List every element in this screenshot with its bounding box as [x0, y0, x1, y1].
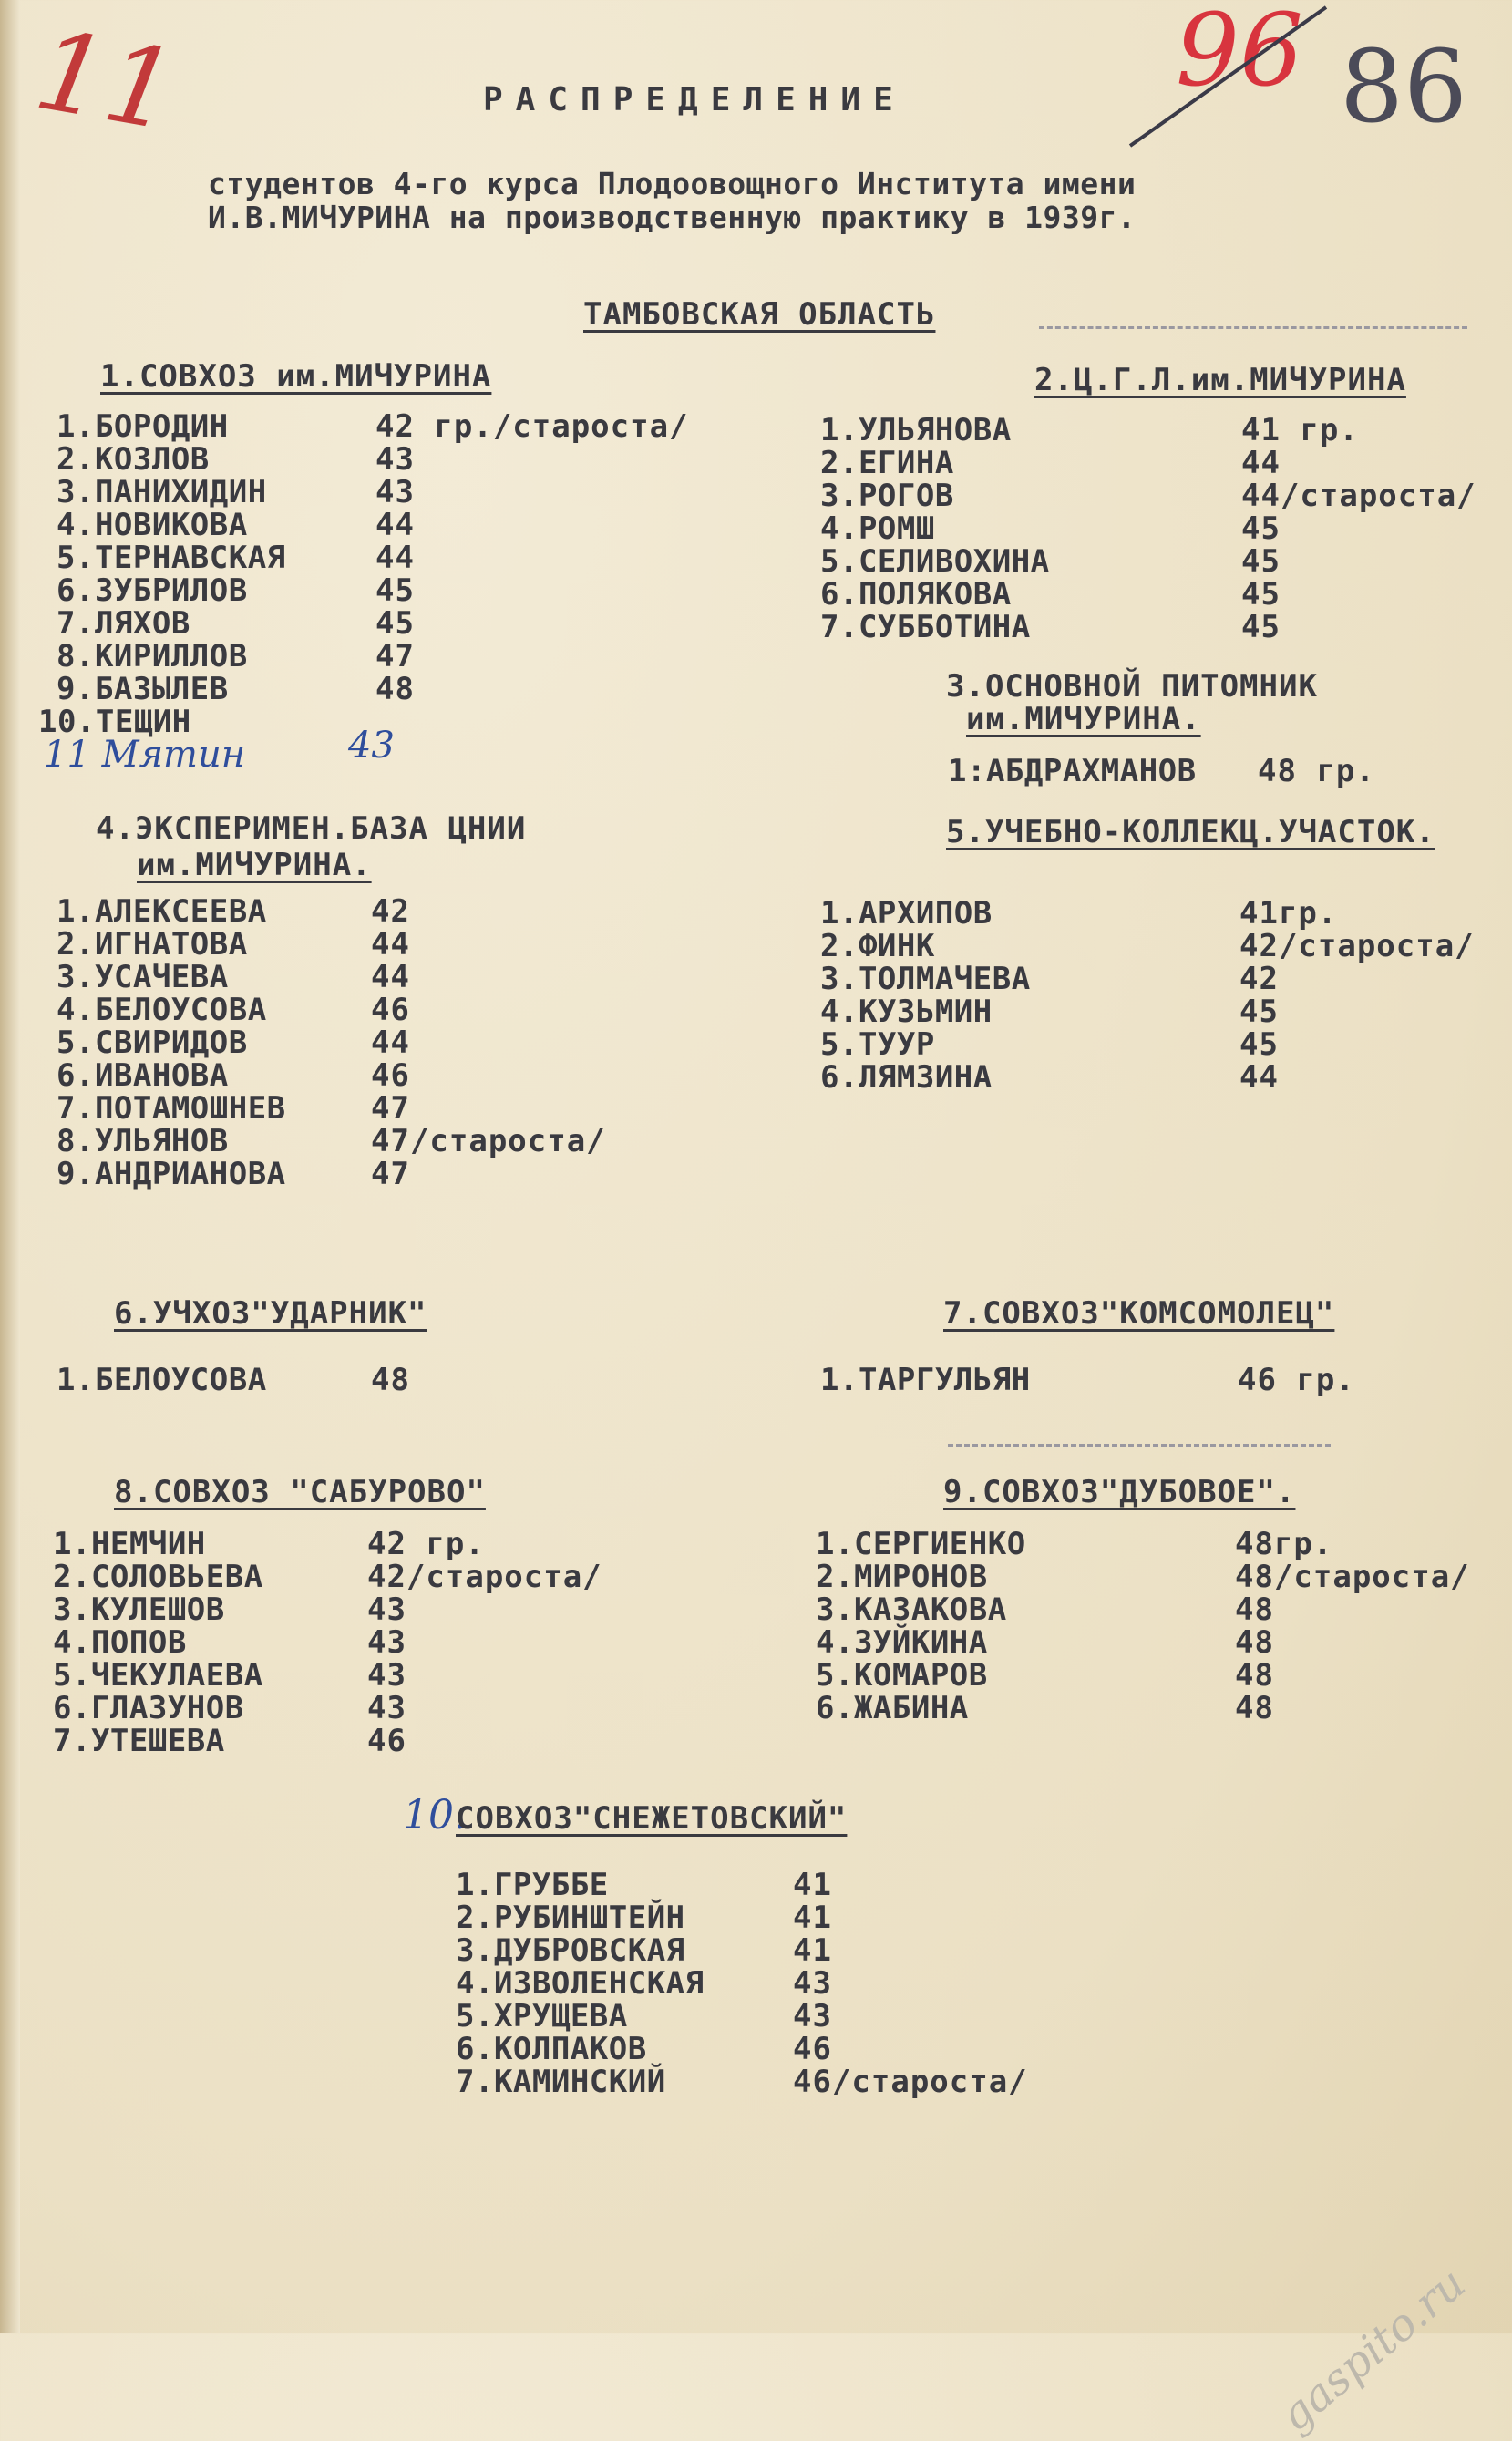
- section-1-list: [38, 408, 786, 740]
- list-item: [38, 704, 786, 740]
- student-name: 1.АРХИПОВ: [820, 895, 993, 932]
- student-name: 9.АНДРИАНОВА: [57, 1156, 286, 1192]
- group-number: 42 гр./староста/: [375, 408, 689, 445]
- group-number: 43: [793, 1998, 832, 2034]
- student-name: 4.ИЗВОЛЕНСКАЯ: [456, 1965, 705, 2002]
- group-number: 48: [1235, 1591, 1274, 1628]
- list-item: [57, 1362, 786, 1398]
- list-item: [816, 1657, 1499, 1694]
- section-2-heading: 2.Ц.Г.Л.им.МИЧУРИНА: [1034, 362, 1406, 398]
- group-number: 48: [1235, 1657, 1274, 1694]
- group-number: 42/староста/: [367, 1559, 602, 1595]
- student-name: 6.КОЛПАКОВ: [456, 2031, 647, 2067]
- group-number: 48гр.: [1235, 1526, 1333, 1562]
- list-item: [456, 1867, 1094, 1903]
- group-number: 42: [371, 893, 410, 930]
- list-item: [820, 478, 1495, 514]
- group-number: 46: [371, 992, 410, 1028]
- student-name: 1.НЕМЧИН: [53, 1526, 206, 1562]
- group-number: 46: [367, 1723, 406, 1759]
- student-name: 6.ЗУБРИЛОВ: [57, 572, 248, 609]
- group-number: 43: [367, 1690, 406, 1726]
- student-name: 1:АБДРАХМАНОВ: [948, 753, 1197, 789]
- section-3-heading-line-2: им.МИЧУРИНА.: [966, 701, 1201, 737]
- list-item: [456, 2064, 1094, 2100]
- student-name: 3.ПАНИХИДИН: [57, 474, 267, 510]
- section-3-list: [948, 753, 1495, 789]
- list-item: [57, 1025, 786, 1061]
- list-item: [57, 1057, 786, 1094]
- group-number: 43: [375, 441, 415, 478]
- student-name: 5.ТУУР: [820, 1026, 935, 1063]
- group-number: 44: [1239, 1059, 1279, 1096]
- list-item: [57, 507, 786, 543]
- student-name: 2.МИРОНОВ: [816, 1559, 988, 1595]
- group-number: 44: [371, 959, 410, 995]
- list-item: [57, 408, 786, 445]
- group-number: 45: [1241, 543, 1281, 580]
- subtitle-line-1: студентов 4-го курса Плодоовощного Института имени: [208, 166, 1137, 201]
- list-item: [57, 926, 786, 963]
- student-name: 2.ЕГИНА: [820, 445, 954, 481]
- list-item: [57, 671, 786, 707]
- student-name: 1.БЕЛОУСОВА: [57, 1362, 267, 1398]
- student-name: 4.НОВИКОВА: [57, 507, 248, 543]
- list-item: [57, 572, 786, 609]
- group-number: 41: [793, 1932, 832, 1969]
- group-number: 48 гр.: [1258, 753, 1375, 789]
- list-item: [57, 1123, 786, 1159]
- section-9-list: [816, 1526, 1499, 1726]
- student-name: 9.БАЗЫЛЕВ: [57, 671, 229, 707]
- student-name: 2.ИГНАТОВА: [57, 926, 248, 963]
- section-4-heading-line-1: 4.ЭКСПЕРИМЕН.БАЗА ЦНИИ: [96, 810, 527, 847]
- document-title: РАСПРЕДЕЛЕНИЕ: [483, 81, 906, 118]
- section-7-heading: 7.СОВХОЗ"КОМСОМОЛЕЦ": [943, 1295, 1335, 1332]
- student-name: 6.ЖАБИНА: [816, 1690, 969, 1726]
- section-2-list: [820, 412, 1495, 645]
- list-item: [53, 1723, 782, 1759]
- list-item: [456, 1965, 1094, 2002]
- list-item: [816, 1526, 1499, 1562]
- section-6-heading: 6.УЧХОЗ"УДАРНИК": [114, 1295, 427, 1332]
- list-item: [816, 1624, 1499, 1661]
- list-item: [456, 2031, 1094, 2067]
- group-number: 41гр.: [1239, 895, 1338, 932]
- student-name: 1.УЛЬЯНОВА: [820, 412, 1012, 448]
- list-item: [820, 1362, 1495, 1398]
- student-name: 7.КАМИНСКИЙ: [456, 2064, 666, 2100]
- list-item: [820, 412, 1495, 448]
- group-number: 45: [375, 572, 415, 609]
- group-number: 45: [1241, 510, 1281, 547]
- section-1-heading: 1.СОВХОЗ им.МИЧУРИНА: [100, 358, 492, 395]
- student-name: 5.СЕЛИВОХИНА: [820, 543, 1050, 580]
- student-name: 8.УЛЬЯНОВ: [57, 1123, 229, 1159]
- subtitle-line-2: И.В.МИЧУРИНА на производственную практику в 1939г.: [208, 200, 1137, 235]
- student-name: 3.ТОЛМАЧЕВА: [820, 961, 1031, 997]
- page-edge: [0, 0, 20, 2333]
- list-item: [456, 1932, 1094, 1969]
- list-item: [53, 1657, 782, 1694]
- handwritten-name: 11 Мятин: [44, 734, 246, 776]
- section-4-heading-line-2: им.МИЧУРИНА.: [137, 847, 372, 883]
- list-item: [53, 1526, 782, 1562]
- list-item: [53, 1624, 782, 1661]
- group-number: 41: [793, 1867, 832, 1903]
- student-name: 2.СОЛОВЬЕВА: [53, 1559, 263, 1595]
- list-item: [57, 441, 786, 478]
- student-name: 6.ЛЯМЗИНА: [820, 1059, 993, 1096]
- group-number: 42/староста/: [1239, 928, 1475, 964]
- student-name: 4.ЗУЙКИНА: [816, 1624, 988, 1661]
- list-item: [820, 994, 1495, 1030]
- group-number: 43: [793, 1965, 832, 2002]
- group-number: 41 гр.: [1241, 412, 1359, 448]
- group-number: 42 гр.: [367, 1526, 485, 1562]
- student-name: 5.СВИРИДОВ: [57, 1025, 248, 1061]
- student-name: 1.СЕРГИЕНКО: [816, 1526, 1026, 1562]
- list-item: [820, 576, 1495, 613]
- group-number: 43: [367, 1591, 406, 1628]
- student-name: 5.КОМАРОВ: [816, 1657, 988, 1694]
- group-number: 44: [375, 540, 415, 576]
- student-name: 2.КОЗЛОВ: [57, 441, 210, 478]
- student-name: 5.ХРУЩЕВА: [456, 1998, 628, 2034]
- list-item: [57, 540, 786, 576]
- student-name: 4.КУЗЬМИН: [820, 994, 993, 1030]
- section-10-heading: СОВХОЗ"СНЕЖЕТОВСКИЙ": [456, 1800, 848, 1837]
- group-number: 43: [367, 1624, 406, 1661]
- section-9-heading: 9.СОВХОЗ"ДУБОВОЕ".: [943, 1474, 1296, 1510]
- group-number: 46/староста/: [793, 2064, 1028, 2100]
- list-item: [57, 474, 786, 510]
- student-name: 7.СУББОТИНА: [820, 609, 1031, 645]
- list-item: [57, 959, 786, 995]
- group-number: 43: [375, 474, 415, 510]
- section-6-list: [57, 1362, 786, 1398]
- group-number: 43: [367, 1657, 406, 1694]
- list-item: [816, 1591, 1499, 1628]
- group-number: 47: [371, 1156, 410, 1192]
- group-number: 48: [1235, 1624, 1274, 1661]
- section-5-heading: 5.УЧЕБНО-КОЛЛЕКЦ.УЧАСТОК.: [946, 814, 1435, 850]
- section-8-heading: 8.СОВХОЗ "САБУРОВО": [114, 1474, 486, 1510]
- region-heading: ТАМБОВСКАЯ ОБЛАСТЬ: [583, 296, 936, 333]
- list-item: [816, 1559, 1499, 1595]
- group-number: 44/староста/: [1241, 478, 1476, 514]
- student-name: 1.АЛЕКСЕЕВА: [57, 893, 267, 930]
- section-7-list: [820, 1362, 1495, 1398]
- list-item: [57, 605, 786, 642]
- group-number: 44: [375, 507, 415, 543]
- student-name: 6.ГЛАЗУНОВ: [53, 1690, 244, 1726]
- group-number: 48: [375, 671, 415, 707]
- student-name: 7.УТЕШЕВА: [53, 1723, 225, 1759]
- student-name: 7.ЛЯХОВ: [57, 605, 190, 642]
- list-item: [816, 1690, 1499, 1726]
- crossed-number-text: 96: [1176, 0, 1303, 108]
- divider: [948, 1444, 1331, 1447]
- student-name: 6.ИВАНОВА: [57, 1057, 229, 1094]
- list-item: [57, 1090, 786, 1127]
- list-item: [53, 1559, 782, 1595]
- section-3-heading-line-1: 3.ОСНОВНОЙ ПИТОМНИК: [946, 668, 1318, 705]
- student-name: 3.КУЛЕШОВ: [53, 1591, 225, 1628]
- student-name: 6.ПОЛЯКОВА: [820, 576, 1012, 613]
- list-item: [820, 1026, 1495, 1063]
- list-item: [53, 1690, 782, 1726]
- list-item: [820, 445, 1495, 481]
- student-name: 3.РОГОВ: [820, 478, 954, 514]
- list-item: [820, 961, 1495, 997]
- student-name: 2.ФИНК: [820, 928, 935, 964]
- student-name: 10.ТЕЩИН: [38, 704, 191, 740]
- handwritten-section-number: 10.: [403, 1792, 467, 1838]
- list-item: [456, 1900, 1094, 1936]
- group-number: 45: [375, 605, 415, 642]
- group-number: 44: [1241, 445, 1281, 481]
- group-number: 41: [793, 1900, 832, 1936]
- student-name: 4.ПОПОВ: [53, 1624, 187, 1661]
- list-item: [57, 638, 786, 675]
- group-number: 46: [793, 2031, 832, 2067]
- student-name: 1.ГРУББЕ: [456, 1867, 609, 1903]
- student-name: 5.ТЕРНАВСКАЯ: [57, 540, 286, 576]
- strike-line-icon: [1121, 0, 1340, 155]
- group-number: 48: [371, 1362, 410, 1398]
- group-number: 45: [1239, 994, 1279, 1030]
- group-number: 46: [371, 1057, 410, 1094]
- student-name: 3.ДУБРОВСКАЯ: [456, 1932, 685, 1969]
- group-number: 46 гр.: [1238, 1362, 1355, 1398]
- group-number: 48: [1235, 1690, 1274, 1726]
- student-name: 4.БЕЛОУСОВА: [57, 992, 267, 1028]
- section-8-list: [53, 1526, 782, 1759]
- group-number: 45: [1241, 609, 1281, 645]
- list-item: [820, 609, 1495, 645]
- list-item: [820, 510, 1495, 547]
- list-item: [57, 992, 786, 1028]
- list-item: [57, 893, 786, 930]
- group-number: 47/староста/: [371, 1123, 606, 1159]
- list-item: [456, 1998, 1094, 2034]
- student-name: 8.КИРИЛЛОВ: [57, 638, 248, 675]
- list-item: [820, 895, 1495, 932]
- list-item: [820, 1059, 1495, 1096]
- group-number: 47: [375, 638, 415, 675]
- corner-mark: 11: [26, 6, 186, 157]
- student-name: 7.ПОТАМОШНЕВ: [57, 1090, 286, 1127]
- section-5-list: [820, 895, 1495, 1096]
- page-number: 86: [1340, 28, 1467, 145]
- group-number: 47: [371, 1090, 410, 1127]
- section-10-list: [456, 1867, 1094, 2100]
- list-item: [820, 543, 1495, 580]
- group-number: 44: [371, 1025, 410, 1061]
- student-name: 2.РУБИНШТЕЙН: [456, 1900, 685, 1936]
- watermark: gaspito.ru: [1270, 2258, 1476, 2441]
- list-item: [57, 1156, 786, 1192]
- student-name: 4.РОМШ: [820, 510, 935, 547]
- group-number: 44: [371, 926, 410, 963]
- student-name: 1.БОРОДИН: [57, 408, 229, 445]
- list-item: [948, 753, 1495, 789]
- section-4-list: [57, 893, 786, 1192]
- group-number: 42: [1239, 961, 1279, 997]
- list-item: [53, 1591, 782, 1628]
- group-number: 48/староста/: [1235, 1559, 1470, 1595]
- student-name: 1.ТАРГУЛЬЯН: [820, 1362, 1031, 1398]
- student-name: 3.КАЗАКОВА: [816, 1591, 1007, 1628]
- list-item: [820, 928, 1495, 964]
- group-number: 45: [1239, 1026, 1279, 1063]
- student-name: 3.УСАЧЕВА: [57, 959, 229, 995]
- student-name: 5.ЧЕКУЛАЕВА: [53, 1657, 263, 1694]
- handwritten-group: 43: [348, 725, 395, 767]
- group-number: 45: [1241, 576, 1281, 613]
- divider: [1039, 326, 1467, 329]
